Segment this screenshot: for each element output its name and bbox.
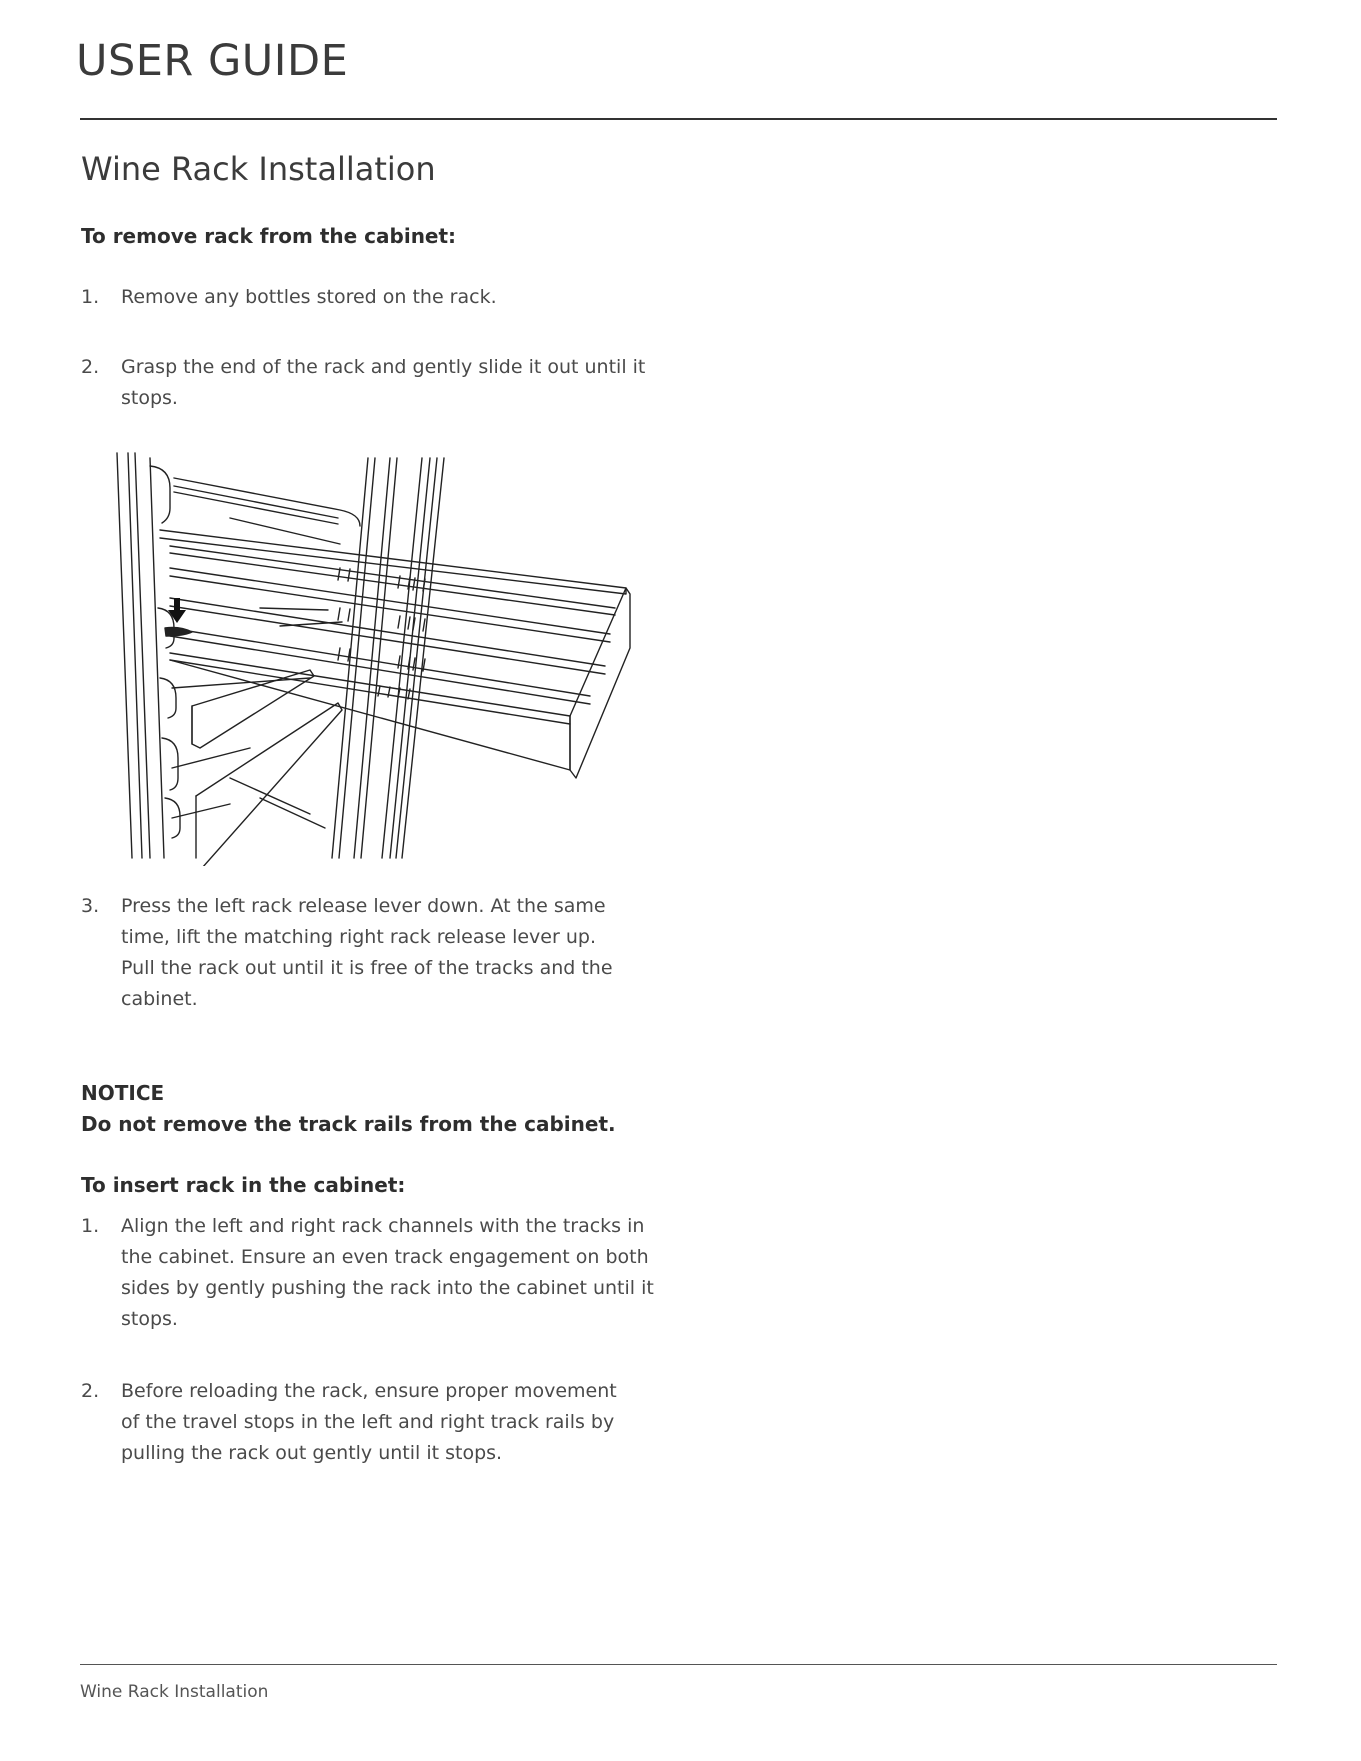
step-text: Before reloading the rack, ensure proper movement of the travel stops in the left and right track rails by pulling the rack out gently until it stops. — [121, 1380, 617, 1464]
header-divider — [80, 118, 1277, 120]
wine-rack-drawing — [110, 448, 640, 866]
step-number: 2. — [81, 356, 100, 378]
step-text: Remove any bottles stored on the rack. — [121, 286, 497, 308]
notice-label: NOTICE — [81, 1081, 165, 1105]
step-number: 3. — [81, 895, 100, 917]
section-title: Wine Rack Installation — [81, 150, 436, 188]
step-text: Align the left and right rack channels with the tracks in the cabinet. Ensure an even track engagement on both sides by gently pushing the rack into the cabinet until it stops. — [121, 1215, 654, 1330]
insert-heading: To insert rack in the cabinet: — [81, 1173, 406, 1197]
remove-heading: To remove rack from the cabinet: — [81, 224, 457, 248]
step-text: Press the left rack release lever down. At the same time, lift the matching right rack release lever up. Pull the rack out until it is free of the tracks and the cabinet. — [121, 895, 613, 1010]
notice-box — [81, 1078, 781, 1140]
footer-text: Wine Rack Installation — [80, 1682, 269, 1702]
step-number: 2. — [81, 1380, 100, 1402]
rack-illustration — [110, 448, 640, 866]
notice-text: Do not remove the track rails from the cabinet. — [81, 1112, 616, 1136]
step-text: Grasp the end of the rack and gently slide it out until it stops. — [121, 356, 646, 409]
guide-title: USER GUIDE — [76, 36, 349, 86]
step-number: 1. — [81, 1215, 100, 1237]
footer-divider — [80, 1664, 1277, 1665]
step-number: 1. — [81, 286, 100, 308]
